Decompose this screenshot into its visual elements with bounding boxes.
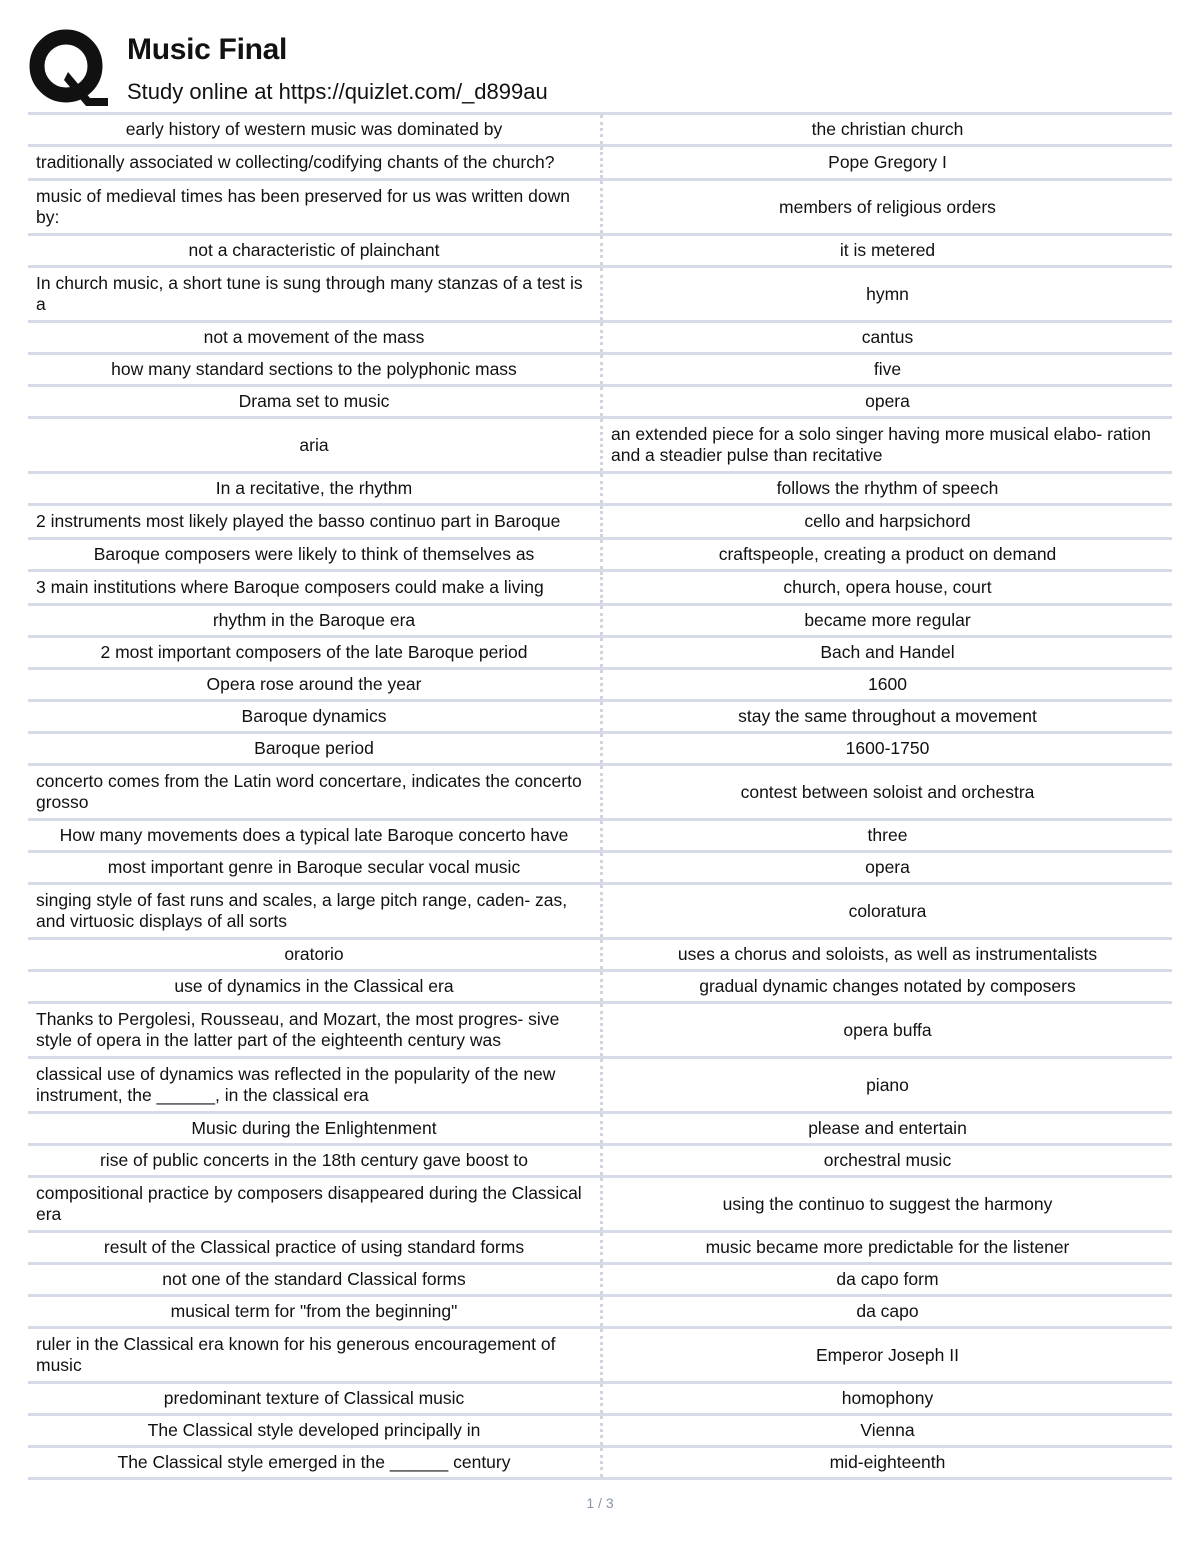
table-row [28,1113,1172,1145]
card-term: predominant texture of Classical music [28,1383,602,1415]
table-row [28,539,1172,571]
card-definition: opera [602,386,1173,418]
card-definition: please and entertain [602,1113,1173,1145]
table-row [28,884,1172,939]
card-term: traditionally associated w collecting/codifying chants of the church? [28,146,602,180]
page-title: Music Final [127,33,288,66]
card-term: not one of the standard Classical forms [28,1264,602,1296]
card-definition: the christian church [602,114,1173,146]
card-definition: it is metered [602,235,1173,267]
card-definition: became more regular [602,605,1173,637]
table-row [28,939,1172,971]
table-row [28,1003,1172,1058]
card-term: ruler in the Classical era known for his generous encouragement of music [28,1328,602,1383]
card-term: 3 main institutions where Baroque composers could make a living [28,571,602,605]
table-row [28,1264,1172,1296]
card-definition: opera [602,852,1173,884]
quizlet-logo-icon [28,28,110,108]
card-definition: 1600 [602,669,1173,701]
card-term: early history of western music was dominated by [28,114,602,146]
card-term: not a characteristic of plainchant [28,235,602,267]
table-row [28,1328,1172,1383]
card-definition: coloratura [602,884,1173,939]
card-definition: five [602,354,1173,386]
card-definition: Pope Gregory I [602,146,1173,180]
table-row [28,1296,1172,1328]
page-indicator: 1 / 3 [586,1495,614,1511]
table-row [28,1058,1172,1113]
card-term: Baroque period [28,733,602,765]
table-row [28,971,1172,1003]
card-term: Drama set to music [28,386,602,418]
card-term: 2 instruments most likely played the basso continuo part in Baroque [28,505,602,539]
card-term: The Classical style emerged in the ______ century [28,1447,602,1479]
table-row [28,114,1172,146]
table-row [28,505,1172,539]
card-definition: cello and harpsichord [602,505,1173,539]
card-term: How many movements does a typical late Baroque concerto have [28,820,602,852]
card-term: most important genre in Baroque secular vocal music [28,852,602,884]
card-definition: uses a chorus and soloists, as well as instrumentalists [602,939,1173,971]
table-row [28,386,1172,418]
table-row [28,267,1172,322]
table-row [28,418,1172,473]
card-term: rise of public concerts in the 18th century gave boost to [28,1145,602,1177]
table-row [28,473,1172,505]
card-definition: Vienna [602,1415,1173,1447]
card-term: In a recitative, the rhythm [28,473,602,505]
table-row [28,1415,1172,1447]
card-term: rhythm in the Baroque era [28,605,602,637]
card-definition: Bach and Handel [602,637,1173,669]
table-row [28,669,1172,701]
card-term: use of dynamics in the Classical era [28,971,602,1003]
card-definition: da capo [602,1296,1173,1328]
card-term: singing style of fast runs and scales, a large pitch range, caden- zas, and virtuosic displays of all sorts [28,884,602,939]
table-row [28,146,1172,180]
table-row [28,605,1172,637]
card-term: musical term for "from the beginning" [28,1296,602,1328]
card-term: how many standard sections to the polyphonic mass [28,354,602,386]
card-term: Music during the Enlightenment [28,1113,602,1145]
table-row [28,733,1172,765]
table-row [28,1177,1172,1232]
card-definition: mid-eighteenth [602,1447,1173,1479]
table-row [28,180,1172,235]
card-term: oratorio [28,939,602,971]
card-definition: opera buffa [602,1003,1173,1058]
card-definition: church, opera house, court [602,571,1173,605]
card-definition: contest between soloist and orchestra [602,765,1173,820]
table-row [28,1447,1172,1479]
card-definition: homophony [602,1383,1173,1415]
card-definition: stay the same throughout a movement [602,701,1173,733]
table-row [28,701,1172,733]
table-row [28,1232,1172,1264]
card-definition: using the continuo to suggest the harmony [602,1177,1173,1232]
card-definition: craftspeople, creating a product on demand [602,539,1173,571]
table-row [28,235,1172,267]
card-definition: Emperor Joseph II [602,1328,1173,1383]
card-definition: piano [602,1058,1173,1113]
card-term: Opera rose around the year [28,669,602,701]
table-row [28,820,1172,852]
card-term: The Classical style developed principally in [28,1415,602,1447]
card-term: compositional practice by composers disappeared during the Classical era [28,1177,602,1232]
card-term: 2 most important composers of the late Baroque period [28,637,602,669]
table-row [28,765,1172,820]
card-definition: da capo form [602,1264,1173,1296]
card-definition: 1600-1750 [602,733,1173,765]
card-term: not a movement of the mass [28,322,602,354]
card-term: classical use of dynamics was reflected in the popularity of the new instrument, the ______, in the classical era [28,1058,602,1113]
card-definition: hymn [602,267,1173,322]
table-row [28,637,1172,669]
card-term: Baroque composers were likely to think of themselves as [28,539,602,571]
card-definition: cantus [602,322,1173,354]
card-term: music of medieval times has been preserved for us was written down by: [28,180,602,235]
table-row [28,1145,1172,1177]
table-row [28,571,1172,605]
card-definition: music became more predictable for the listener [602,1232,1173,1264]
card-definition: gradual dynamic changes notated by composers [602,971,1173,1003]
card-term: aria [28,418,602,473]
card-term: Thanks to Pergolesi, Rousseau, and Mozart, the most progres- sive style of opera in the latter part of the eighteenth century was [28,1003,602,1058]
card-term: concerto comes from the Latin word concertare, indicates the concerto grosso [28,765,602,820]
card-definition: an extended piece for a solo singer having more musical elabo- ration and a steadier pulse than recitative [602,418,1173,473]
table-row [28,1383,1172,1415]
card-definition: follows the rhythm of speech [602,473,1173,505]
card-definition: three [602,820,1173,852]
card-definition: orchestral music [602,1145,1173,1177]
study-online-link[interactable]: Study online at https://quizlet.com/_d899au [127,79,548,104]
table-row [28,354,1172,386]
card-term: result of the Classical practice of using standard forms [28,1232,602,1264]
flashcard-table [28,112,1172,1480]
card-definition: members of religious orders [602,180,1173,235]
table-row [28,322,1172,354]
card-term: Baroque dynamics [28,701,602,733]
card-term: In church music, a short tune is sung through many stanzas of a test is a [28,267,602,322]
table-row [28,852,1172,884]
